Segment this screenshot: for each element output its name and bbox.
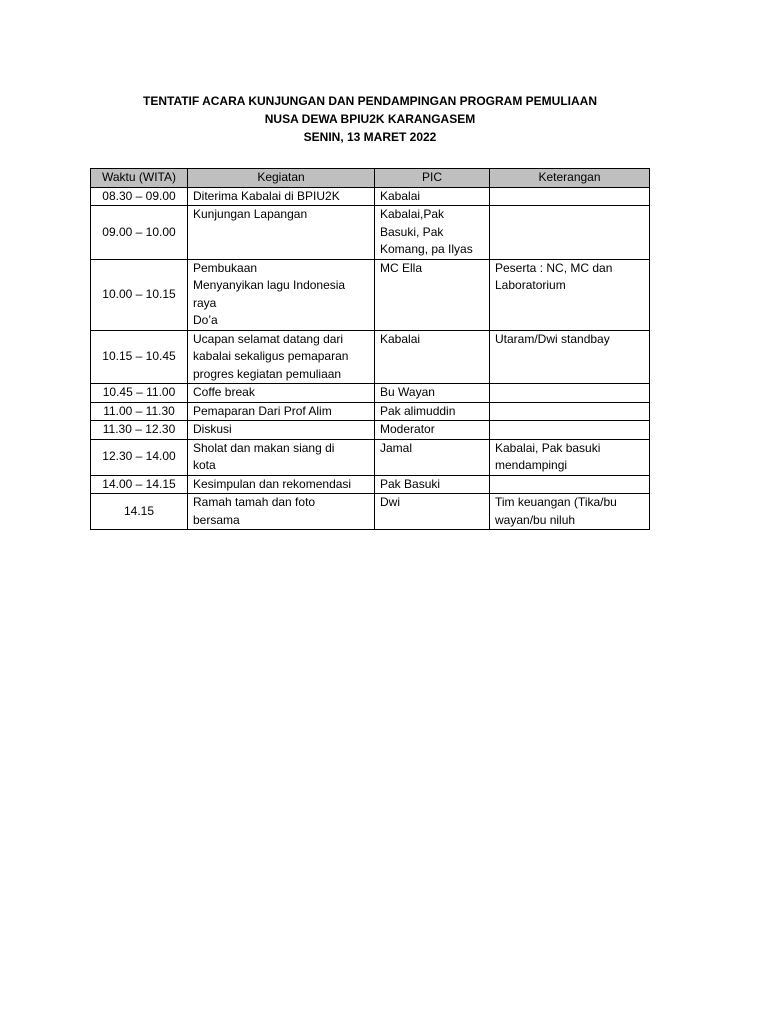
header-waktu: Waktu (WITA) — [91, 169, 188, 188]
cell-kegiatan-line: Coffe break — [193, 385, 255, 399]
table-row — [91, 187, 650, 206]
cell-keterangan — [490, 421, 650, 440]
cell-kegiatan-line: Sholat dan makan siang di — [193, 440, 335, 455]
cell-waktu: 08.30 – 09.00 — [91, 187, 188, 206]
table-row — [91, 384, 650, 403]
cell-pic-line: Komang, pa Ilyas — [380, 242, 473, 256]
cell-kegiatan-line: Kesimpulan dan rekomendasi — [193, 476, 352, 491]
cell-keterangan-line: Kabalai, Pak basuki — [495, 440, 601, 455]
table-row — [91, 475, 650, 494]
title-line-2: NUSA DEWA BPIU2K KARANGASEM — [264, 112, 476, 126]
table-row — [91, 206, 650, 260]
cell-waktu: 11.00 – 11.30 — [91, 402, 188, 421]
cell-waktu: 10.15 – 10.45 — [91, 330, 188, 384]
cell-kegiatan-line: Ramah tamah dan foto — [193, 495, 316, 509]
cell-pic-line: Moderator — [380, 422, 435, 436]
cell-keterangan — [490, 384, 650, 403]
cell-kegiatan-line: Kunjungan Lapangan — [193, 207, 308, 221]
title-line-3: SENIN, 13 MARET 2022 — [303, 130, 437, 144]
cell-pic — [375, 384, 490, 403]
cell-kegiatan — [188, 187, 375, 206]
table-row — [91, 330, 650, 384]
cell-pic-line: Basuki, Pak — [380, 224, 444, 239]
cell-pic — [375, 494, 490, 530]
cell-kegiatan-line: kabalai sekaligus pemaparan — [193, 349, 349, 363]
cell-kegiatan — [188, 402, 375, 421]
cell-pic — [375, 439, 490, 475]
cell-keterangan — [490, 259, 650, 330]
cell-kegiatan-line: Ucapan selamat datang dari — [193, 331, 344, 346]
cell-keterangan-line: Laboratorium — [495, 278, 566, 292]
cell-kegiatan-line: Menyanyikan lagu Indonesia — [193, 278, 346, 292]
cell-keterangan-line: Tim keuangan (Tika/bu — [495, 495, 617, 509]
cell-pic — [375, 330, 490, 384]
cell-pic — [375, 402, 490, 421]
table-row — [91, 421, 650, 440]
cell-keterangan — [490, 494, 650, 530]
cell-kegiatan-line: Pembukaan — [193, 260, 258, 275]
cell-kegiatan — [188, 421, 375, 440]
cell-waktu: 10.45 – 11.00 — [91, 384, 188, 403]
header-keterangan: Keterangan — [490, 169, 650, 188]
document-title — [0, 92, 740, 146]
cell-keterangan — [490, 206, 650, 260]
cell-pic — [375, 259, 490, 330]
cell-waktu: 14.00 – 14.15 — [91, 475, 188, 494]
cell-keterangan-line: mendampingi — [495, 458, 568, 472]
cell-pic-line: Jamal — [380, 440, 413, 455]
cell-waktu: 10.00 – 10.15 — [91, 259, 188, 330]
title-line-1: TENTATIF ACARA KUNJUNGAN DAN PENDAMPINGAN PROGRAM PEMULIAAN — [143, 94, 597, 108]
cell-keterangan — [490, 187, 650, 206]
cell-kegiatan — [188, 330, 375, 384]
cell-pic-line: Kabalai — [380, 188, 421, 203]
header-kegiatan: Kegiatan — [188, 169, 375, 188]
schedule-body — [91, 187, 650, 530]
cell-pic-line: MC Ella — [380, 260, 423, 275]
cell-kegiatan-line: progres kegiatan pemuliaan — [193, 366, 342, 381]
cell-keterangan-line: Peserta : NC, MC dan — [495, 260, 613, 275]
cell-kegiatan-line: Pemaparan Dari Prof Alim — [193, 403, 332, 418]
cell-kegiatan-line: Do’a — [193, 313, 218, 327]
cell-kegiatan — [188, 439, 375, 475]
cell-pic-line: Bu Wayan — [380, 385, 435, 399]
cell-waktu: 14.15 — [91, 494, 188, 530]
cell-kegiatan — [188, 494, 375, 530]
cell-kegiatan — [188, 206, 375, 260]
cell-kegiatan — [188, 475, 375, 494]
cell-pic-line: Pak Basuki — [380, 476, 441, 491]
cell-pic-line: Pak alimuddin — [380, 403, 456, 418]
table-row — [91, 494, 650, 530]
cell-keterangan-line: Utaram/Dwi standbay — [495, 331, 610, 346]
cell-kegiatan-line: Diterima Kabalai di BPIU2K — [193, 188, 340, 203]
cell-keterangan — [490, 439, 650, 475]
cell-kegiatan — [188, 384, 375, 403]
cell-kegiatan-line: raya — [193, 295, 217, 310]
cell-pic — [375, 187, 490, 206]
table-row — [91, 439, 650, 475]
cell-pic — [375, 206, 490, 260]
cell-waktu: 11.30 – 12.30 — [91, 421, 188, 440]
cell-pic-line: Kabalai — [380, 331, 421, 346]
cell-kegiatan-line: Diskusi — [193, 422, 232, 436]
cell-kegiatan-line: kota — [193, 458, 216, 472]
cell-keterangan — [490, 475, 650, 494]
table-row — [91, 402, 650, 421]
cell-waktu: 12.30 – 14.00 — [91, 439, 188, 475]
cell-keterangan-line: wayan/bu niluh — [495, 512, 576, 527]
cell-waktu: 09.00 – 10.00 — [91, 206, 188, 260]
cell-kegiatan — [188, 259, 375, 330]
cell-pic — [375, 475, 490, 494]
schedule-table — [90, 168, 650, 530]
cell-keterangan — [490, 402, 650, 421]
header-pic: PIC — [375, 169, 490, 188]
cell-pic-line: Kabalai,Pak — [380, 207, 445, 221]
table-row — [91, 259, 650, 330]
cell-keterangan — [490, 330, 650, 384]
cell-pic-line: Dwi — [380, 495, 400, 509]
cell-pic — [375, 421, 490, 440]
cell-kegiatan-line: bersama — [193, 512, 240, 527]
table-header-row — [91, 169, 650, 188]
